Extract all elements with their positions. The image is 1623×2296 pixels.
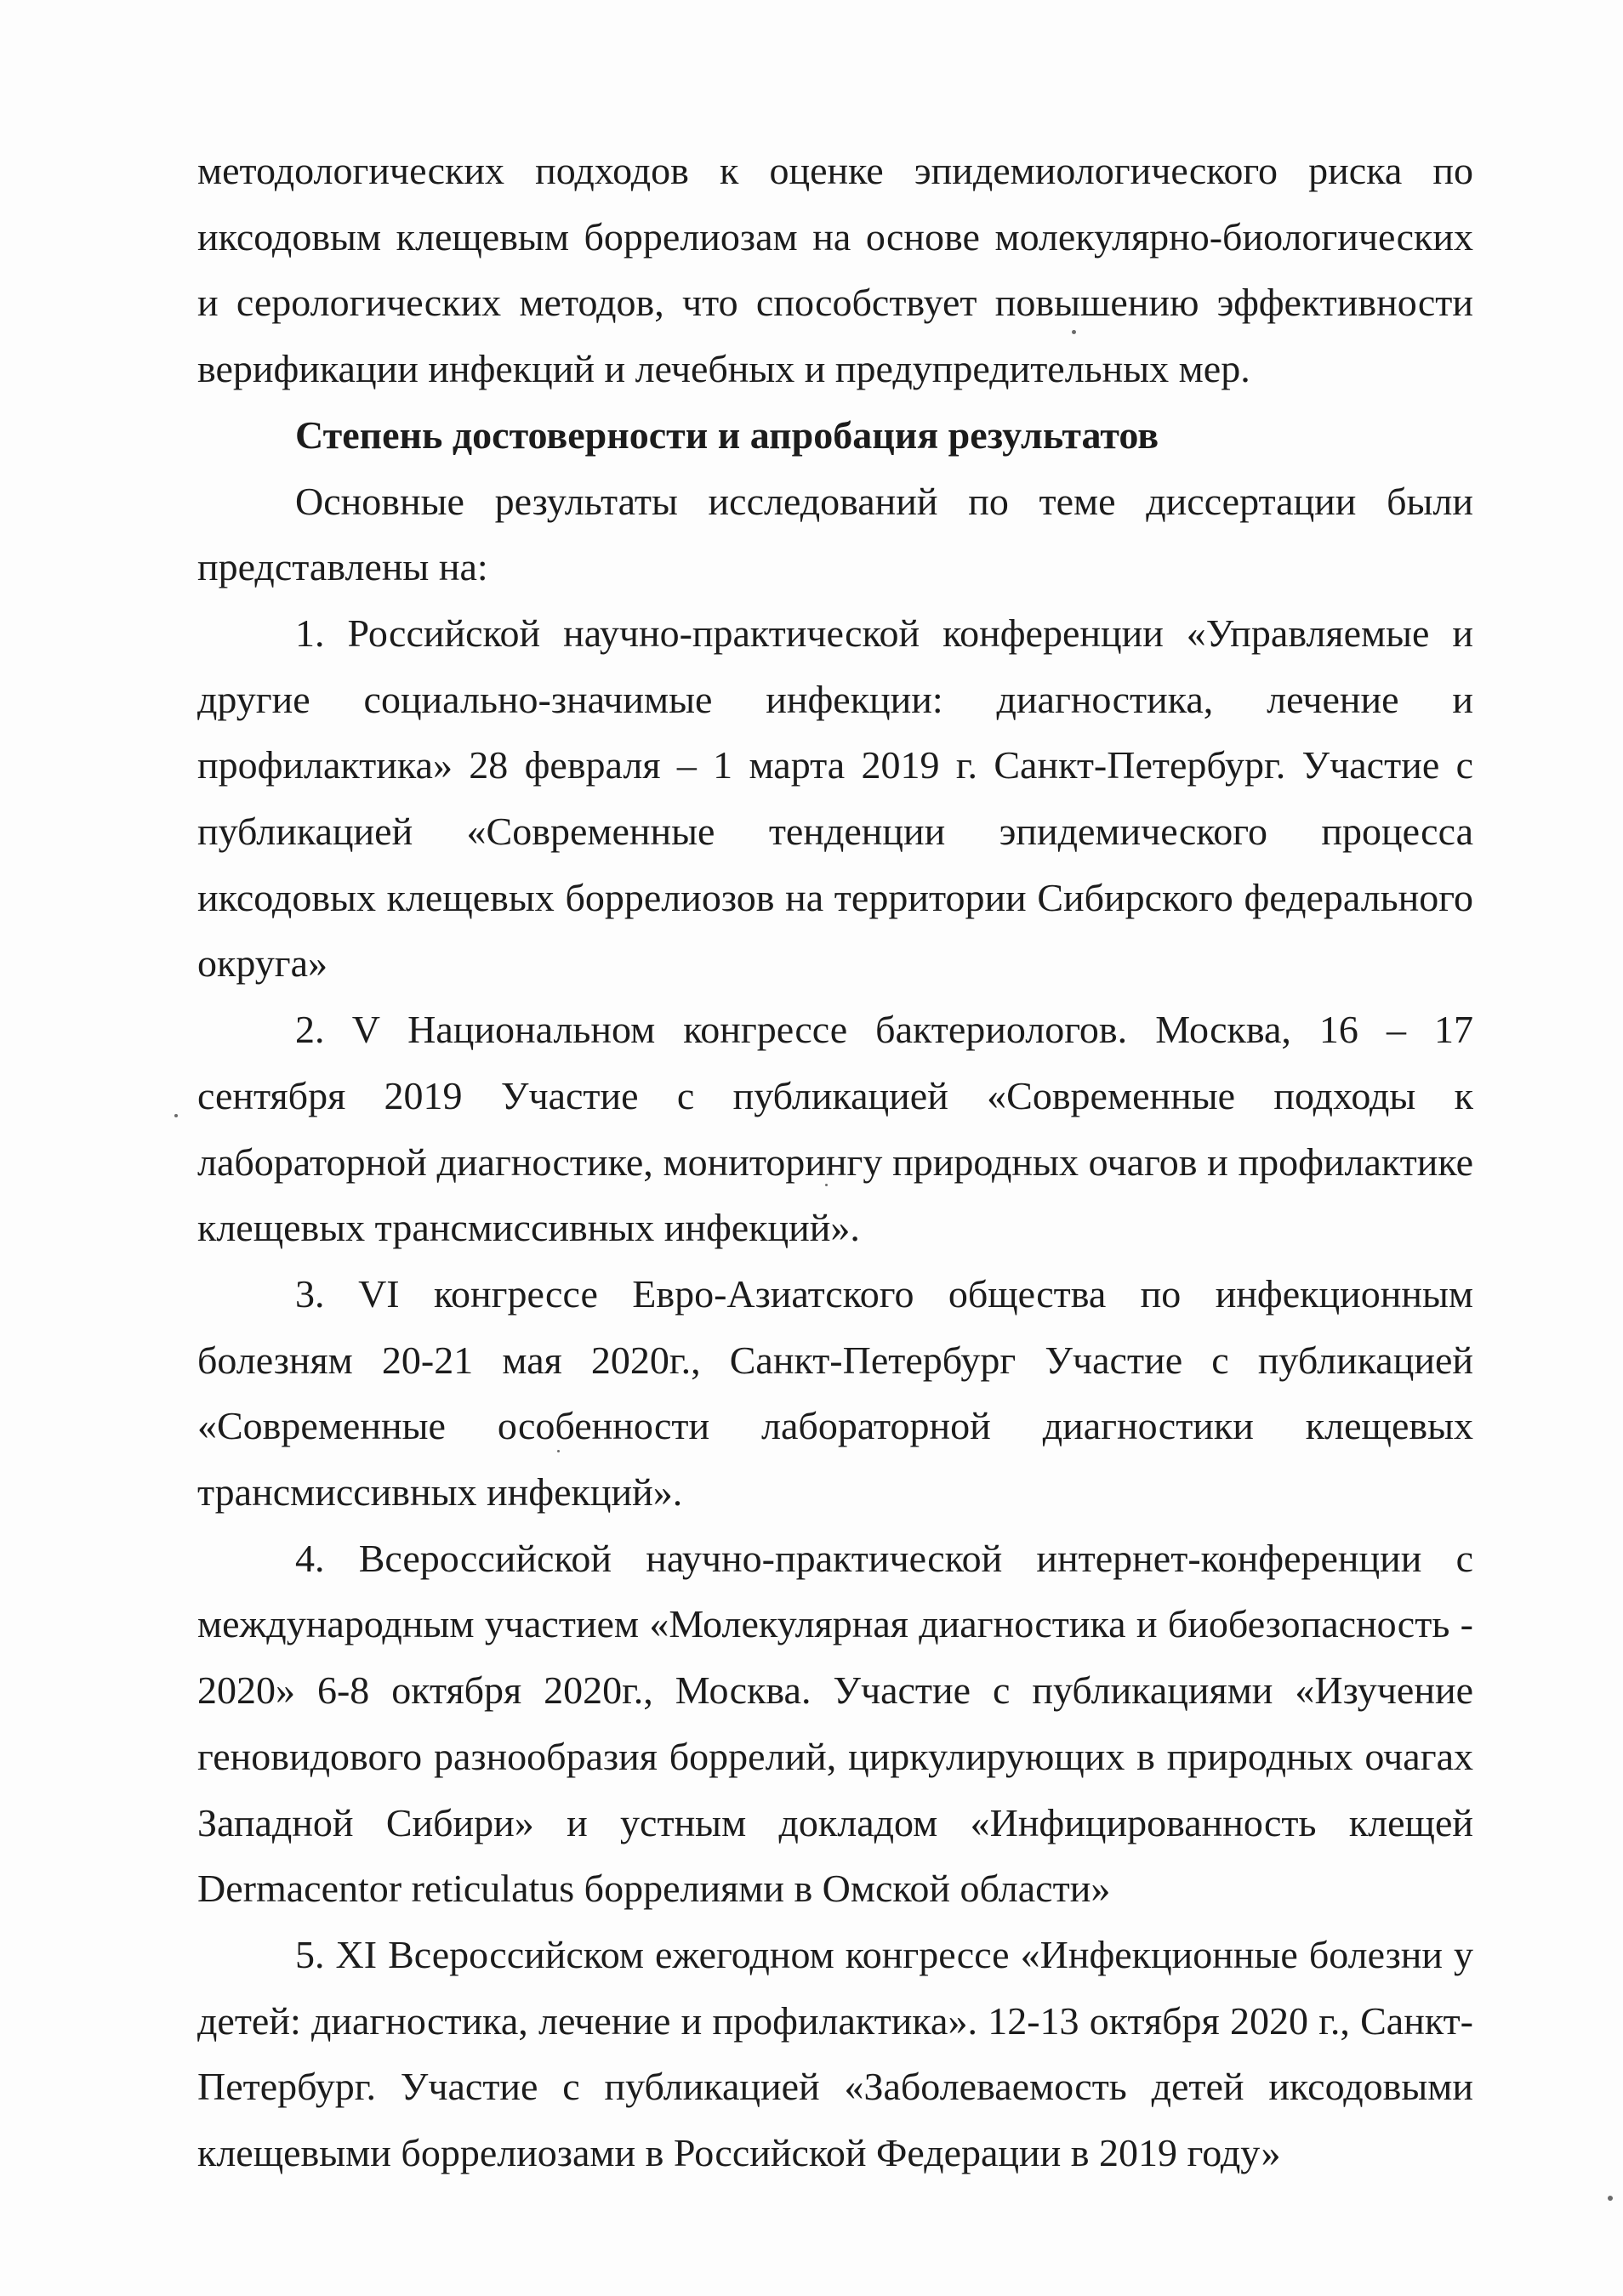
scan-speck <box>1072 330 1076 334</box>
scan-speck <box>557 1450 560 1452</box>
list-item-conference-4: 4. Всероссийской научно-практической интернет-конференции с международным участием «Молекулярная диагностика и биобезопасность - 2020» 6-8 октября 2020г., Москва. Участие с публикациями «Изучение геновидового разнообразия боррелий, циркулирующих в природных очагах Западной Сибири» и устным докладом «Инфицированность клещей Dermacentor reticulatus боррелиями в Омской области» <box>197 1536 1473 1911</box>
section-heading: Степень достоверности и апробация результатов <box>295 412 1159 457</box>
list-item-conference-2: 2. V Национальном конгрессе бактериологов. Москва, 16 – 17 сентября 2019 Участие с публикацией «Современные подходы к лабораторной диагностике, мониторингу природных очагов и профилактике клещевых трансмиссивных инфекций». <box>197 1008 1473 1250</box>
list-item-conference-5: 5. XI Всероссийском ежегодном конгрессе «Инфекционные болезни у детей: диагностика, лечение и профилактика». 12-13 октября 2020 г., Санкт-Петербург. Участие с публикацией «Заболеваемость детей иксодовыми клещевыми боррелиозами в Российской Федерации в 2019 году» <box>197 1932 1473 2175</box>
list-item-conference-1: 1. Российской научно-практической конференции «Управляемые и другие социально-значимые инфекции: диагностика, лечение и профилактика» 28 февраля – 1 марта 2019 г. Санкт-Петербург. Участие с публикацией «Современные тенденции эпидемического процесса иксодовых клещевых боррелиозов на территории Сибирского федерального округа» <box>197 611 1473 986</box>
scan-speck <box>174 1114 178 1117</box>
scan-speck <box>1608 2196 1613 2201</box>
page-body <box>197 138 1473 2186</box>
paragraph-intro-continuation: методологических подходов к оценке эпидемиологического риска по иксодовым клещевым боррелиозам на основе молекулярно-биологических и серологических методов, что способствует повышению эффективности верификации инфекций и лечебных и предупредительных мер. <box>197 149 1473 391</box>
scan-speck <box>825 1184 828 1186</box>
paragraph-lead-in: Основные результаты исследований по теме диссертации были представлены на: <box>197 479 1473 589</box>
list-item-conference-3: 3. VI конгрессе Евро-Азиатского общества по инфекционным болезням 20-21 мая 2020г., Санкт-Петербург Участие с публикацией «Современные особенности лабораторной диагностики клещевых трансмиссивных инфекций». <box>197 1271 1473 1515</box>
